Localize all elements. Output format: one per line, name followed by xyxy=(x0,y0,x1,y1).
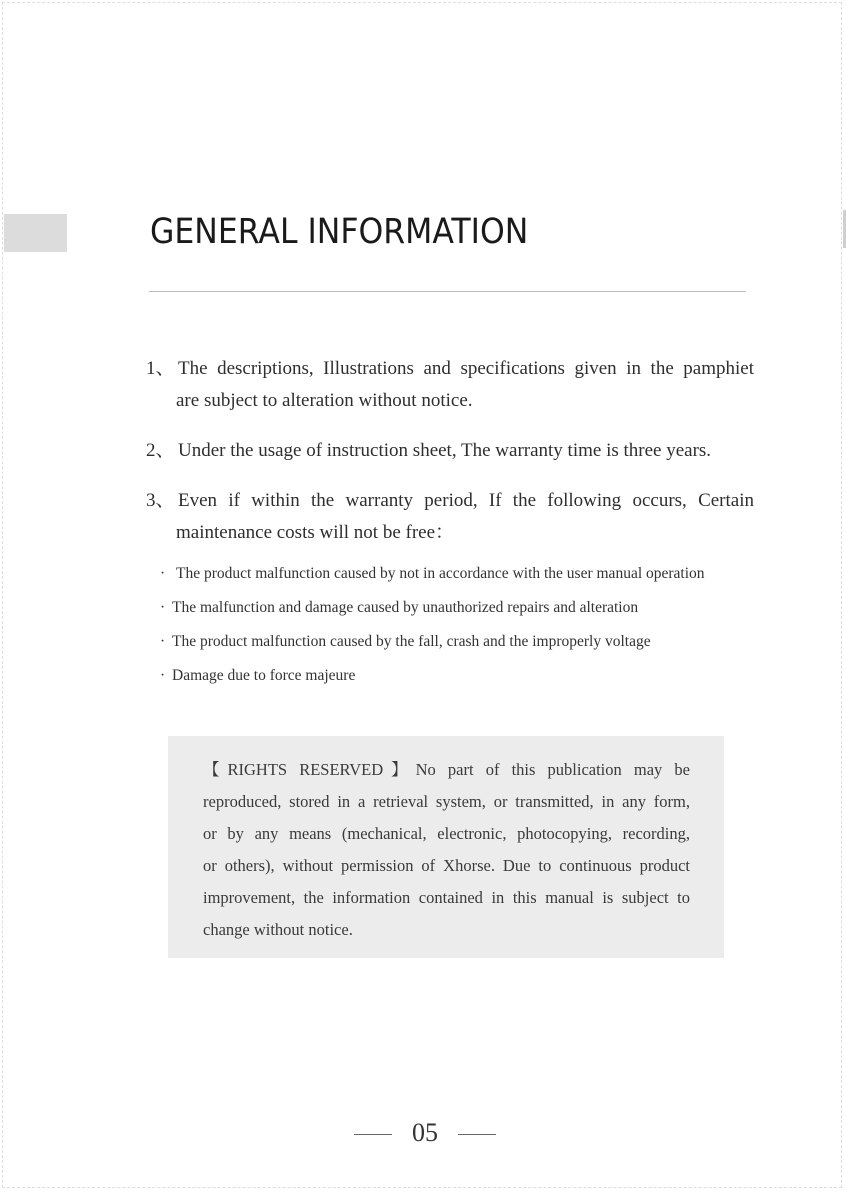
notice-line: improvement, the information contained in this manual is subject to xyxy=(203,888,690,907)
bullet-item xyxy=(160,564,705,584)
bullet-item xyxy=(160,666,355,686)
bullet-marker: · xyxy=(160,599,166,616)
bullet-text: The product malfunction caused by not in accordance with the user manual operation xyxy=(176,565,705,582)
page-title: GENERAL INFORMATION xyxy=(150,212,529,252)
item-text-line: maintenance costs will not be free： xyxy=(176,522,455,543)
item-text-line: Under the usage of instruction sheet, The warranty time is three years. xyxy=(178,440,712,461)
item-text-line: Even if within the warranty period, If the following occurs, Certain xyxy=(178,490,754,511)
list-item-2 xyxy=(146,435,754,467)
notice-line: or others), without permission of Xhorse. Due to continuous product xyxy=(203,856,690,875)
item-text-line: are subject to alteration without notice. xyxy=(176,390,473,411)
notice-line: change without notice. xyxy=(203,920,353,939)
bullet-item xyxy=(160,598,638,618)
section-tab-marker xyxy=(4,214,67,252)
bullet-text: Damage due to force majeure xyxy=(172,667,356,684)
item-number: 2、 xyxy=(146,440,175,461)
list-item-3 xyxy=(146,485,754,549)
bullet-text: The malfunction and damage caused by unauthorized repairs and alteration xyxy=(172,599,639,616)
rights-reserved-text xyxy=(203,754,690,946)
bullet-text: The product malfunction caused by the fall, crash and the improperly voltage xyxy=(172,633,651,650)
bullet-marker: · xyxy=(160,565,166,582)
notice-line: reproduced, stored in a retrieval system, or transmitted, in any form, xyxy=(203,792,690,811)
page-number: 05 xyxy=(412,1118,438,1147)
bullet-item xyxy=(160,632,651,652)
item-number: 1、 xyxy=(146,358,175,379)
footer-rule-right xyxy=(458,1134,496,1135)
bullet-marker: · xyxy=(160,633,166,650)
notice-line: or by any means (mechanical, electronic, photocopying, recording, xyxy=(203,824,690,843)
title-divider xyxy=(149,291,746,292)
bullet-marker: · xyxy=(160,667,166,684)
item-number: 3、 xyxy=(146,490,175,511)
list-item-1 xyxy=(146,353,754,417)
notice-line: 【RIGHTS RESERVED】No part of this publication may be xyxy=(203,760,690,779)
item-text-line: The descriptions, Illustrations and specifications given in the pamphiet xyxy=(178,358,754,379)
page-border xyxy=(2,2,842,1188)
footer-rule-left xyxy=(354,1134,392,1135)
